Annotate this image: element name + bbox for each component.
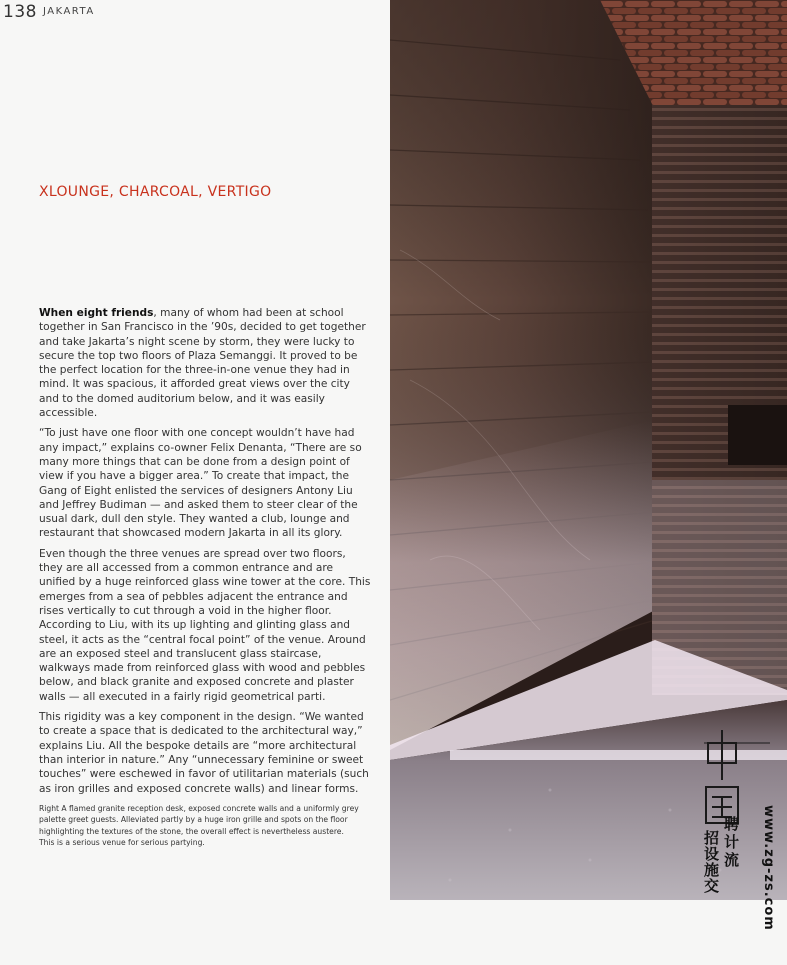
watermark: [700, 725, 785, 931]
paragraph-4: This rigidity was a key component in the design. “We wanted to create a space that is dedicated to the architectural way,” explains Liu. All the bespoke details are “more architectural than interior in nature.” Any “unnecessary feminine or sweet touches” were eschewed in favor of utilitarian materials (such as iron grilles and exposed concrete walls) and linear forms.: [39, 711, 369, 795]
section-label: JAKARTA: [42, 6, 95, 17]
paragraph-2: “To just have one floor with one concept wouldn’t have had any impact,” explains co-owner Felix Denanta, “There are so many more things that can be done from a design point of view if you have a bigger area.” To create that impact, the Gang of Eight enlisted the services of designers Antony Liu and Jeffrey Budiman — and asked them to steer clear of the usual dark, dull den style. They wanted a club, lounge and restaurant that showcased modern Jakarta in all its glory.: [39, 427, 362, 540]
watermark-url: www.zg-zs.com: [761, 805, 776, 931]
paragraph-1-text: , many of whom had been at school together in San Francisco in the ’90s, decided to get together and take Jakarta’s night scene by storm, they were lucky to secure the top two floors of Plaza Semanggi. It proved to be the perfect location for the three-in-one venue they had in mind. It was spacious, it afforded great views over the city and to the domed auditorium below, and it was easily accessible.: [39, 307, 366, 420]
watermark-tagline-col2: 招设施交: [704, 829, 720, 895]
article-title: XLOUNGE, CHARCOAL, VERTIGO: [39, 184, 272, 200]
photo-caption: Right A flamed granite reception desk, exposed concrete walls and a uniformly grey palette greet guests. Alleviated partly by a huge iron grille and spots on the floor highlighting the textures of the stone, the overall effect is nevertheless austere. This is a serious venue for serious partying.: [39, 804, 359, 848]
text-column: [0, 0, 390, 900]
paragraph-1: [39, 306, 372, 420]
page-number: 138: [3, 2, 37, 22]
page-header: [3, 2, 95, 22]
lead-in: When eight friends: [39, 307, 154, 319]
watermark-tagline-col1: 聘计流: [724, 815, 740, 869]
paragraph-3: Even though the three venues are spread over two floors, they are all accessed from a common entrance and are unified by a huge reinforced glass wine tower at the core. This emerges from a sea of pebbles adjacent the entrance and rises vertically to cut through a void in the higher floor. According to Liu, with its up lighting and glinting glass and steel, it acts as the “central focal point” of the venue. Around are an exposed steel and translucent glass staircase, walkways made from reinforced glass with wood and pebbles below, and black granite and exposed concrete and plaster walls — all executed in a fairly rigid geometrical parti.: [39, 547, 371, 703]
article-body: [39, 306, 372, 802]
